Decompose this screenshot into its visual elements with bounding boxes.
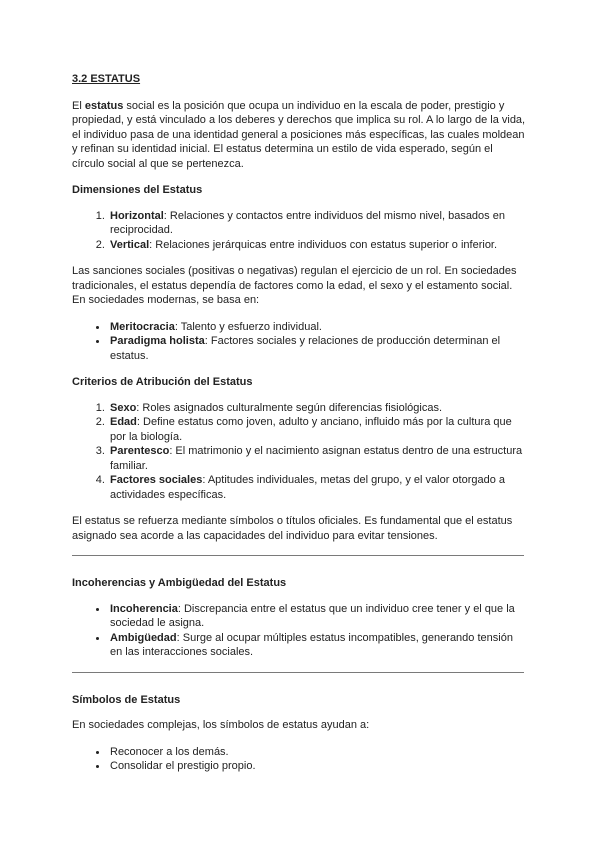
item-text: : Factores sociales y relaciones de producción determinan el estatus. <box>110 335 501 362</box>
document-page <box>72 72 528 786</box>
list-item <box>108 401 528 416</box>
dimensiones-heading: Dimensiones del Estatus <box>72 184 203 196</box>
list-item <box>108 473 528 502</box>
item-term: Paradigma holista <box>110 335 205 347</box>
item-term: Edad <box>110 416 137 428</box>
dimensiones-list <box>72 209 528 253</box>
bases-list <box>72 320 528 364</box>
item-text: : Talento y esfuerzo individual. <box>174 320 322 333</box>
intro-rest: social es la posición que ocupa un individuo en la escala de poder, prestigio y propiedad, y está vinculado a los deberes y derechos que implica su rol. A lo largo de la vida, el individuo pasa de una identidad general a posiciones más específicas, las cuales moldean y refinan su identidad inicial. El estatus determina un estilo de vida esperado, según el círculo social al que se pertenezca. <box>72 99 526 170</box>
item-text: : Aptitudes individuales, metas del grupo, y el valor otorgado a actividades específicas. <box>110 474 506 501</box>
item-term: Vertical <box>110 238 150 251</box>
sanciones-paragraph: Las sanciones sociales (positivas o negativas) regulan el ejercicio de un rol. En sociedades tradicionales, el estatus dependía de factores como la edad, el sexo y el estamento social. En sociedades modernas, se basa en: <box>72 265 517 306</box>
incoherencias-heading: Incoherencias y Ambigüedad del Estatus <box>72 577 287 589</box>
simbolos-list <box>72 745 528 774</box>
list-item: • Reconocer a los demás. <box>108 745 528 760</box>
intro-paragraph <box>72 99 528 172</box>
refuerzo-paragraph: El estatus se refuerza mediante símbolos o títulos oficiales. Es fundamental que el estatus asignado sea acorde a las capacidades del individuo para evitar tensiones. <box>72 515 513 542</box>
item-text: : Define estatus como joven, adulto y anciano, influido más por la cultura que por la biología. <box>110 416 512 443</box>
item-text: : Relaciones y contactos entre individuos del mismo nivel, basados en reciprocidad. <box>110 209 505 236</box>
list-item <box>108 631 528 660</box>
intro-term: estatus <box>84 99 124 112</box>
simbolos-heading: Símbolos de Estatus <box>72 693 181 706</box>
list-item <box>108 238 528 253</box>
item-term: Factores sociales <box>110 474 203 486</box>
item-text: : Roles asignados culturalmente según diferencias fisiológicas. <box>136 401 443 414</box>
criterios-list <box>72 401 528 503</box>
simbolos-intro: En sociedades complejas, los símbolos de estatus ayudan a: <box>72 719 370 731</box>
list-item <box>108 334 528 363</box>
item-term: Meritocracia <box>110 320 175 333</box>
list-item <box>108 209 528 238</box>
item-text: : Discrepancia entre el estatus que un individuo cree tener y el que la sociedad le asigna. <box>110 602 515 629</box>
item-term: Sexo <box>110 401 137 414</box>
list-item <box>108 415 528 444</box>
item-text: : Relaciones jerárquicas entre individuos con estatus superior o inferior. <box>149 238 498 251</box>
divider <box>72 672 524 673</box>
section-title: 3.2 ESTATUS <box>72 73 141 85</box>
item-term: Parentesco <box>110 445 170 457</box>
item-text: : El matrimonio y el nacimiento asignan estatus dentro de una estructura familiar. <box>110 445 523 472</box>
intro-lead: El <box>72 99 85 112</box>
item-term: Incoherencia <box>110 602 178 615</box>
list-item <box>108 320 528 335</box>
item-text: : Surge al ocupar múltiples estatus incompatibles, generando tensión en las interacciones sociales. <box>110 631 513 658</box>
list-item <box>108 444 528 473</box>
item-term: Ambigüedad <box>110 631 177 644</box>
incoherencias-list <box>72 602 528 660</box>
divider <box>72 555 524 556</box>
criterios-heading: Criterios de Atribución del Estatus <box>72 376 253 388</box>
list-item: • Consolidar el prestigio propio. <box>108 759 528 774</box>
list-item <box>108 602 528 631</box>
item-term: Horizontal <box>110 209 164 222</box>
